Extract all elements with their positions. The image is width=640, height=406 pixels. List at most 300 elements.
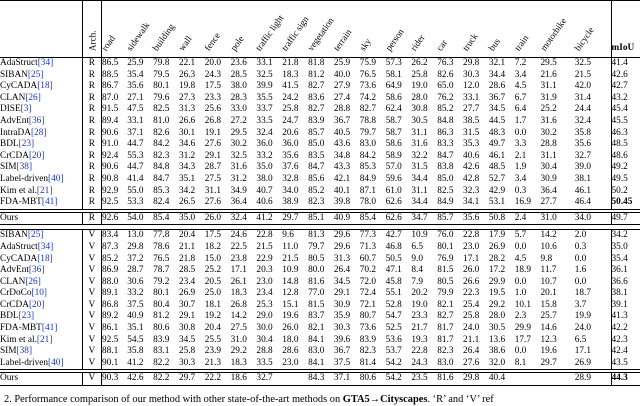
value-cell: 27.6 bbox=[204, 139, 222, 150]
value-cell: 27.3 bbox=[178, 92, 196, 103]
value-cell: 2.0 bbox=[575, 230, 611, 242]
value-cell: 31.6 bbox=[230, 162, 247, 173]
header-class-bicycle bbox=[572, 1, 611, 58]
method-label: SIBAN bbox=[0, 69, 28, 80]
table-row bbox=[0, 58, 640, 70]
value-cell: 14.6 bbox=[540, 323, 557, 334]
value-cell: 47.5 bbox=[127, 104, 144, 115]
value-cell: 26.4 bbox=[463, 346, 480, 357]
value-cell: 27.5 bbox=[230, 323, 247, 334]
value-cell: 10.1 bbox=[514, 299, 531, 310]
header-class-road-label: road bbox=[99, 33, 118, 54]
citation-link[interactable]: [41] bbox=[41, 323, 58, 334]
value-cell: 36.7 bbox=[488, 92, 506, 103]
value-cell: 38.6 bbox=[488, 346, 506, 357]
value-cell: 86.7 bbox=[101, 81, 119, 92]
table-caption bbox=[4, 394, 494, 405]
value-cell: 0.0 bbox=[514, 276, 527, 287]
miou-cell: 49.5 bbox=[611, 174, 640, 186]
value-cell: 81.5 bbox=[308, 299, 325, 310]
value-cell: 32.2 bbox=[411, 150, 428, 161]
value-cell: 4.5 bbox=[514, 253, 527, 264]
value-cell: 33.1 bbox=[256, 58, 273, 68]
value-cell: 18.3 bbox=[282, 69, 299, 80]
value-cell: 80.1 bbox=[437, 241, 454, 252]
miou-cell: 36.1 bbox=[611, 265, 640, 277]
value-cell: 2.3 bbox=[514, 311, 527, 322]
citation-link[interactable]: [25] bbox=[27, 69, 44, 80]
value-cell: 34.0 bbox=[282, 185, 299, 196]
header-class-car-label: car bbox=[434, 38, 450, 54]
value-cell: 25.8 bbox=[178, 346, 196, 357]
value-cell: 29.8 bbox=[463, 373, 489, 386]
miou-cell: 42.6 bbox=[611, 70, 640, 82]
value-cell: 11.0 bbox=[282, 241, 299, 252]
value-cell: 34.8 bbox=[333, 150, 351, 161]
value-cell: 30.2 bbox=[540, 127, 557, 138]
value-cell: 44.5 bbox=[488, 115, 506, 126]
arch-cell: R bbox=[82, 212, 101, 225]
value-cell: 81.7 bbox=[437, 323, 454, 334]
method-name bbox=[0, 93, 82, 105]
value-cell: 24.0 bbox=[463, 323, 480, 334]
value-cell: 26.9 bbox=[488, 241, 506, 252]
header-class-truck bbox=[460, 1, 489, 58]
method-name bbox=[0, 162, 82, 174]
value-cell: 85.4 bbox=[360, 212, 386, 225]
citation-link[interactable]: [34] bbox=[37, 241, 54, 252]
miou-cell: 35.0 bbox=[611, 242, 640, 254]
value-cell: 31.9 bbox=[540, 92, 557, 103]
value-cell: 27.6 bbox=[463, 357, 480, 368]
header-row bbox=[0, 1, 640, 58]
method-label: AdvEnt bbox=[0, 265, 29, 276]
value-cell: 61.0 bbox=[385, 185, 402, 196]
value-cell: 19.9 bbox=[574, 311, 591, 322]
arch-cell: V bbox=[82, 346, 101, 358]
value-cell: 18.1 bbox=[204, 299, 222, 310]
value-cell: 76.0 bbox=[437, 230, 463, 242]
value-cell: 30.3 bbox=[178, 357, 196, 368]
method-label: FDA-MBT bbox=[0, 323, 42, 334]
value-cell: 34.1 bbox=[463, 197, 480, 208]
arch-cell: R bbox=[82, 58, 101, 70]
value-cell: 31.5 bbox=[411, 162, 428, 173]
value-cell: 23.9 bbox=[204, 346, 222, 357]
method-label: AdaStruct bbox=[0, 58, 38, 68]
value-cell: 29.2 bbox=[230, 346, 247, 357]
value-cell: 37.2 bbox=[127, 253, 144, 264]
citation-link[interactable]: [23] bbox=[18, 311, 35, 322]
value-cell: 82.2 bbox=[153, 373, 179, 386]
value-cell: 55.3 bbox=[127, 150, 144, 161]
citation-link[interactable]: [3] bbox=[20, 104, 32, 115]
value-cell: 73.6 bbox=[359, 323, 377, 334]
citation-link[interactable]: [38] bbox=[16, 162, 33, 173]
value-cell: 73.6 bbox=[359, 81, 377, 92]
value-cell: 31.2 bbox=[230, 173, 247, 184]
value-cell: 21.8 bbox=[282, 58, 299, 68]
value-cell: 26.2 bbox=[411, 58, 428, 68]
table-row bbox=[0, 300, 640, 312]
value-cell: 79.8 bbox=[153, 58, 170, 68]
value-cell: 48.5 bbox=[488, 162, 506, 173]
value-cell: 89.1 bbox=[101, 288, 119, 299]
header-class-sky-label: sky bbox=[357, 36, 373, 54]
citation-link[interactable]: [25] bbox=[27, 230, 44, 241]
value-cell: 31.6 bbox=[540, 115, 557, 126]
header-arch bbox=[82, 1, 101, 58]
method-label: Label-driven bbox=[0, 173, 49, 184]
value-cell: 34.4 bbox=[411, 197, 428, 208]
value-cell: 55.1 bbox=[385, 288, 402, 299]
value-cell: 81.2 bbox=[308, 69, 325, 80]
value-cell: 21.8 bbox=[178, 253, 196, 264]
value-cell: 32.8 bbox=[282, 173, 299, 184]
arch-cell: R bbox=[82, 70, 101, 82]
value-cell: 26.1 bbox=[230, 276, 247, 287]
value-cell: 2.1 bbox=[514, 150, 527, 161]
header-class-bus-label: bus bbox=[486, 36, 502, 54]
value-cell: 38.9 bbox=[282, 197, 299, 208]
value-cell: 20.6 bbox=[282, 127, 299, 138]
value-cell: 78.6 bbox=[153, 241, 170, 252]
citation-link[interactable]: [40] bbox=[48, 357, 64, 368]
citation-link[interactable]: [18] bbox=[37, 81, 53, 92]
value-cell: 53.1 bbox=[488, 197, 506, 208]
method-label: CLAN bbox=[0, 276, 26, 287]
header-class-train-label: train bbox=[512, 33, 531, 54]
value-cell: 28.5 bbox=[178, 265, 196, 276]
value-cell: 39.0 bbox=[574, 162, 591, 173]
value-cell: 22.1 bbox=[178, 58, 196, 68]
miou-cell: 48.5 bbox=[611, 139, 640, 151]
citation-link[interactable]: [28] bbox=[30, 127, 47, 138]
value-cell: 92.9 bbox=[101, 185, 119, 196]
value-cell: 42.1 bbox=[333, 173, 351, 184]
value-cell: 84.8 bbox=[153, 162, 170, 173]
value-cell: 30.4 bbox=[540, 162, 557, 173]
table-row bbox=[0, 151, 640, 163]
value-cell: 90.1 bbox=[101, 357, 119, 368]
value-cell: 18.9 bbox=[514, 265, 531, 276]
citation-link[interactable]: [20] bbox=[28, 299, 45, 310]
value-cell: 82.7 bbox=[437, 311, 454, 322]
value-cell: 10.9 bbox=[282, 265, 299, 276]
value-cell: 33.7 bbox=[256, 104, 273, 115]
method-label: BDL bbox=[0, 139, 19, 150]
value-cell: 23.8 bbox=[230, 253, 247, 264]
value-cell: 21.3 bbox=[204, 357, 222, 368]
value-cell: 84.2 bbox=[153, 139, 170, 150]
value-cell: 27.6 bbox=[204, 197, 222, 208]
table-row bbox=[0, 139, 640, 151]
value-cell: 9.8 bbox=[540, 253, 553, 264]
citation-link[interactable]: [26] bbox=[25, 276, 41, 287]
value-cell: 31.1 bbox=[411, 185, 428, 196]
value-cell: 35.6 bbox=[282, 150, 299, 161]
value-cell: 59.6 bbox=[385, 173, 402, 184]
value-cell: 1.7 bbox=[514, 115, 527, 126]
table-row bbox=[0, 335, 640, 347]
value-cell: 7.9 bbox=[411, 276, 424, 287]
value-cell: 79.6 bbox=[153, 92, 170, 103]
value-cell: 14.2 bbox=[230, 311, 247, 322]
value-cell: 23.4 bbox=[256, 288, 273, 299]
citation-link[interactable]: [21] bbox=[36, 185, 53, 196]
value-cell: 83.8 bbox=[437, 162, 454, 173]
citation-link[interactable]: [20] bbox=[28, 150, 45, 161]
value-cell: 43.3 bbox=[333, 162, 351, 173]
arch-cell: R bbox=[82, 186, 101, 198]
citation-link[interactable]: [26] bbox=[25, 92, 41, 103]
value-cell: 62.4 bbox=[385, 104, 402, 115]
value-cell: 80.6 bbox=[360, 373, 386, 386]
value-cell: 41.4 bbox=[127, 173, 144, 184]
citation-link[interactable]: [10] bbox=[31, 288, 48, 299]
method-name bbox=[0, 265, 82, 277]
value-cell: 38.0 bbox=[256, 173, 273, 184]
value-cell: 32.0 bbox=[488, 357, 506, 368]
value-cell: 80.1 bbox=[153, 81, 170, 92]
value-cell: 85.2 bbox=[437, 104, 454, 115]
value-cell: 40.9 bbox=[127, 311, 144, 322]
value-cell: 37.5 bbox=[333, 357, 351, 368]
value-cell: 22.8 bbox=[463, 230, 489, 242]
value-cell: 36.4 bbox=[230, 197, 247, 208]
value-cell: 25.2 bbox=[540, 104, 557, 115]
value-cell: 19.8 bbox=[178, 81, 196, 92]
value-cell: 24.2 bbox=[282, 92, 299, 103]
arch-cell: V bbox=[82, 373, 101, 386]
value-cell: 81.8 bbox=[308, 58, 325, 68]
value-cell: 74.2 bbox=[359, 92, 377, 103]
value-cell: 26.4 bbox=[333, 265, 351, 276]
header-class-fence-label: fence bbox=[202, 31, 222, 54]
value-cell: 86.5 bbox=[101, 58, 119, 68]
value-cell: 31.1 bbox=[540, 150, 557, 161]
header-class-pole-label: pole bbox=[228, 34, 246, 54]
value-cell: 23.4 bbox=[178, 276, 196, 287]
citation-link[interactable]: [38] bbox=[16, 346, 33, 357]
value-cell: 87.1 bbox=[359, 185, 377, 196]
value-cell: 84.9 bbox=[359, 173, 377, 184]
value-cell: 27.7 bbox=[540, 197, 557, 208]
value-cell: 22.9 bbox=[256, 253, 273, 264]
value-cell: 22.3 bbox=[463, 288, 480, 299]
value-cell: 17.9 bbox=[489, 230, 515, 242]
miou-cell: 43.5 bbox=[611, 358, 640, 370]
method-name bbox=[0, 242, 82, 254]
value-cell: 30.5 bbox=[488, 323, 506, 334]
value-cell: 81.0 bbox=[153, 115, 170, 126]
value-cell: 40.4 bbox=[489, 373, 515, 386]
value-cell: 72.4 bbox=[359, 288, 377, 299]
value-cell: 47.1 bbox=[385, 265, 402, 276]
value-cell: 80.5 bbox=[308, 253, 325, 264]
value-cell: 78.7 bbox=[153, 265, 170, 276]
citation-link[interactable]: [36] bbox=[28, 115, 45, 126]
value-cell: 9.6 bbox=[282, 230, 308, 242]
arch-cell: R bbox=[82, 116, 101, 128]
value-cell: 85.0 bbox=[437, 173, 454, 184]
value-cell: 41.2 bbox=[127, 357, 144, 368]
value-cell: 54.7 bbox=[385, 311, 402, 322]
table-row bbox=[0, 197, 640, 209]
value-cell: 84.2 bbox=[359, 150, 377, 161]
arch-cell: R bbox=[82, 93, 101, 105]
value-cell: 83.5 bbox=[308, 150, 325, 161]
arch-cell: R bbox=[82, 174, 101, 186]
value-cell: 30.9 bbox=[333, 299, 351, 310]
value-cell: 58.1 bbox=[385, 69, 402, 80]
value-cell: 35.6 bbox=[463, 212, 489, 225]
value-cell: 32.5 bbox=[574, 58, 591, 68]
value-cell: 35.8 bbox=[574, 127, 591, 138]
value-cell: 58.9 bbox=[385, 150, 402, 161]
method-name bbox=[0, 58, 82, 70]
value-cell: 30.6 bbox=[127, 276, 144, 287]
value-cell: 35.0 bbox=[179, 212, 205, 225]
arch-cell: V bbox=[82, 288, 101, 300]
value-cell: 89.4 bbox=[101, 115, 119, 126]
value-cell: 20.5 bbox=[204, 276, 222, 287]
value-cell: 1.6 bbox=[574, 265, 587, 276]
value-cell: 50.5 bbox=[385, 253, 402, 264]
method-name bbox=[0, 254, 82, 266]
value-cell: 84.7 bbox=[153, 173, 170, 184]
value-cell: 40.9 bbox=[334, 212, 360, 225]
value-cell: 82.3 bbox=[308, 197, 325, 208]
value-cell: 28.8 bbox=[256, 346, 273, 357]
value-cell: 31.6 bbox=[411, 139, 428, 150]
table-row bbox=[0, 265, 640, 277]
value-cell: 36.0 bbox=[282, 139, 299, 150]
value-cell: 19.0 bbox=[411, 299, 428, 310]
value-cell: 30.1 bbox=[178, 127, 196, 138]
method-name bbox=[0, 212, 82, 225]
header-class-rider-label: rider bbox=[408, 33, 428, 54]
value-cell: 25.5 bbox=[204, 334, 222, 345]
value-cell: 22.8 bbox=[411, 346, 428, 357]
method-name bbox=[0, 311, 82, 323]
value-cell: 62.6 bbox=[386, 212, 412, 225]
value-cell: 42.6 bbox=[127, 373, 153, 386]
value-cell: 65.0 bbox=[437, 81, 454, 92]
value-cell: 90.6 bbox=[101, 127, 119, 138]
value-cell: 31.0 bbox=[230, 334, 247, 345]
value-cell: 91.0 bbox=[101, 139, 119, 150]
citation-link[interactable]: [23] bbox=[18, 139, 35, 150]
value-cell: 0.0 bbox=[514, 346, 527, 357]
table-row bbox=[0, 116, 640, 128]
value-cell: 24.3 bbox=[411, 357, 428, 368]
value-cell: 46.8 bbox=[385, 241, 402, 252]
value-cell: 3.3 bbox=[514, 139, 527, 150]
value-cell: 25.3 bbox=[256, 299, 273, 310]
method-name bbox=[0, 277, 82, 289]
value-cell: 3.4 bbox=[514, 173, 527, 184]
header-class-rider bbox=[408, 1, 437, 58]
method-label: Kim et al. bbox=[0, 185, 37, 196]
miou-cell: 34.2 bbox=[611, 230, 640, 242]
header-class-person bbox=[383, 1, 412, 58]
value-cell: 30.5 bbox=[411, 115, 428, 126]
value-cell: 16.9 bbox=[514, 197, 531, 208]
table-row bbox=[0, 358, 640, 370]
value-cell: 36.0 bbox=[256, 139, 273, 150]
header-class-traffic-sign bbox=[279, 1, 311, 58]
value-cell: 23.5 bbox=[411, 373, 437, 386]
value-cell: 22.2 bbox=[205, 373, 231, 386]
value-cell: 6.4 bbox=[514, 104, 527, 115]
value-cell: 13.6 bbox=[488, 334, 506, 345]
citation-link[interactable]: [36] bbox=[28, 265, 45, 276]
value-cell: 25.8 bbox=[282, 104, 299, 115]
value-cell: 23.0 bbox=[282, 357, 299, 368]
value-cell: 7.2 bbox=[514, 58, 527, 68]
value-cell: 19.6 bbox=[282, 311, 299, 322]
method-name bbox=[0, 288, 82, 300]
value-cell: 82.7 bbox=[308, 81, 325, 92]
table-row bbox=[0, 288, 640, 300]
value-cell: 87.0 bbox=[101, 92, 119, 103]
value-cell: 34.4 bbox=[488, 69, 506, 80]
citation-link[interactable]: [21] bbox=[36, 334, 53, 345]
value-cell: 58.6 bbox=[385, 92, 402, 103]
value-cell: 82.5 bbox=[153, 104, 170, 115]
value-cell: 88.0 bbox=[101, 276, 119, 287]
method-label: CyCADA bbox=[0, 253, 38, 264]
value-cell: 28.0 bbox=[411, 92, 428, 103]
value-cell: 1.9 bbox=[514, 162, 527, 173]
value-cell: 30.3 bbox=[333, 323, 351, 334]
value-cell: 26.3 bbox=[178, 69, 196, 80]
method-name bbox=[0, 186, 82, 198]
value-cell: 25.4 bbox=[463, 299, 480, 310]
value-cell: 20.2 bbox=[411, 288, 428, 299]
value-cell: 37.1 bbox=[127, 127, 144, 138]
value-cell: 9.0 bbox=[411, 253, 424, 264]
value-cell: 27.4 bbox=[333, 92, 351, 103]
value-cell: 37.5 bbox=[127, 299, 144, 310]
value-cell: 33.5 bbox=[256, 357, 273, 368]
miou-cell: 35.4 bbox=[611, 254, 640, 266]
header-class-fence bbox=[202, 1, 231, 58]
value-cell: 80.7 bbox=[359, 311, 377, 322]
value-cell: 32.7 bbox=[256, 373, 282, 386]
value-cell: 18.7 bbox=[574, 288, 591, 299]
value-cell: 35.6 bbox=[574, 139, 591, 150]
value-cell: 75.9 bbox=[359, 58, 377, 68]
citation-link[interactable]: [41] bbox=[41, 197, 58, 208]
arch-cell: V bbox=[82, 230, 101, 242]
arch-cell: R bbox=[82, 81, 101, 93]
method-name bbox=[0, 300, 82, 312]
miou-cell: 41.3 bbox=[611, 311, 640, 323]
value-cell: 5.7 bbox=[515, 230, 541, 242]
header-class-train bbox=[512, 1, 541, 58]
citation-link[interactable]: [34] bbox=[37, 58, 54, 68]
value-cell: 85.3 bbox=[359, 162, 377, 173]
method-name bbox=[0, 335, 82, 347]
method-label: IntraDA bbox=[0, 127, 31, 138]
citation-link[interactable]: [18] bbox=[37, 253, 53, 264]
value-cell: 39.6 bbox=[333, 334, 351, 345]
value-cell: 60.7 bbox=[359, 253, 377, 264]
citation-link[interactable]: [40] bbox=[48, 173, 64, 184]
value-cell: 20.1 bbox=[540, 288, 557, 299]
